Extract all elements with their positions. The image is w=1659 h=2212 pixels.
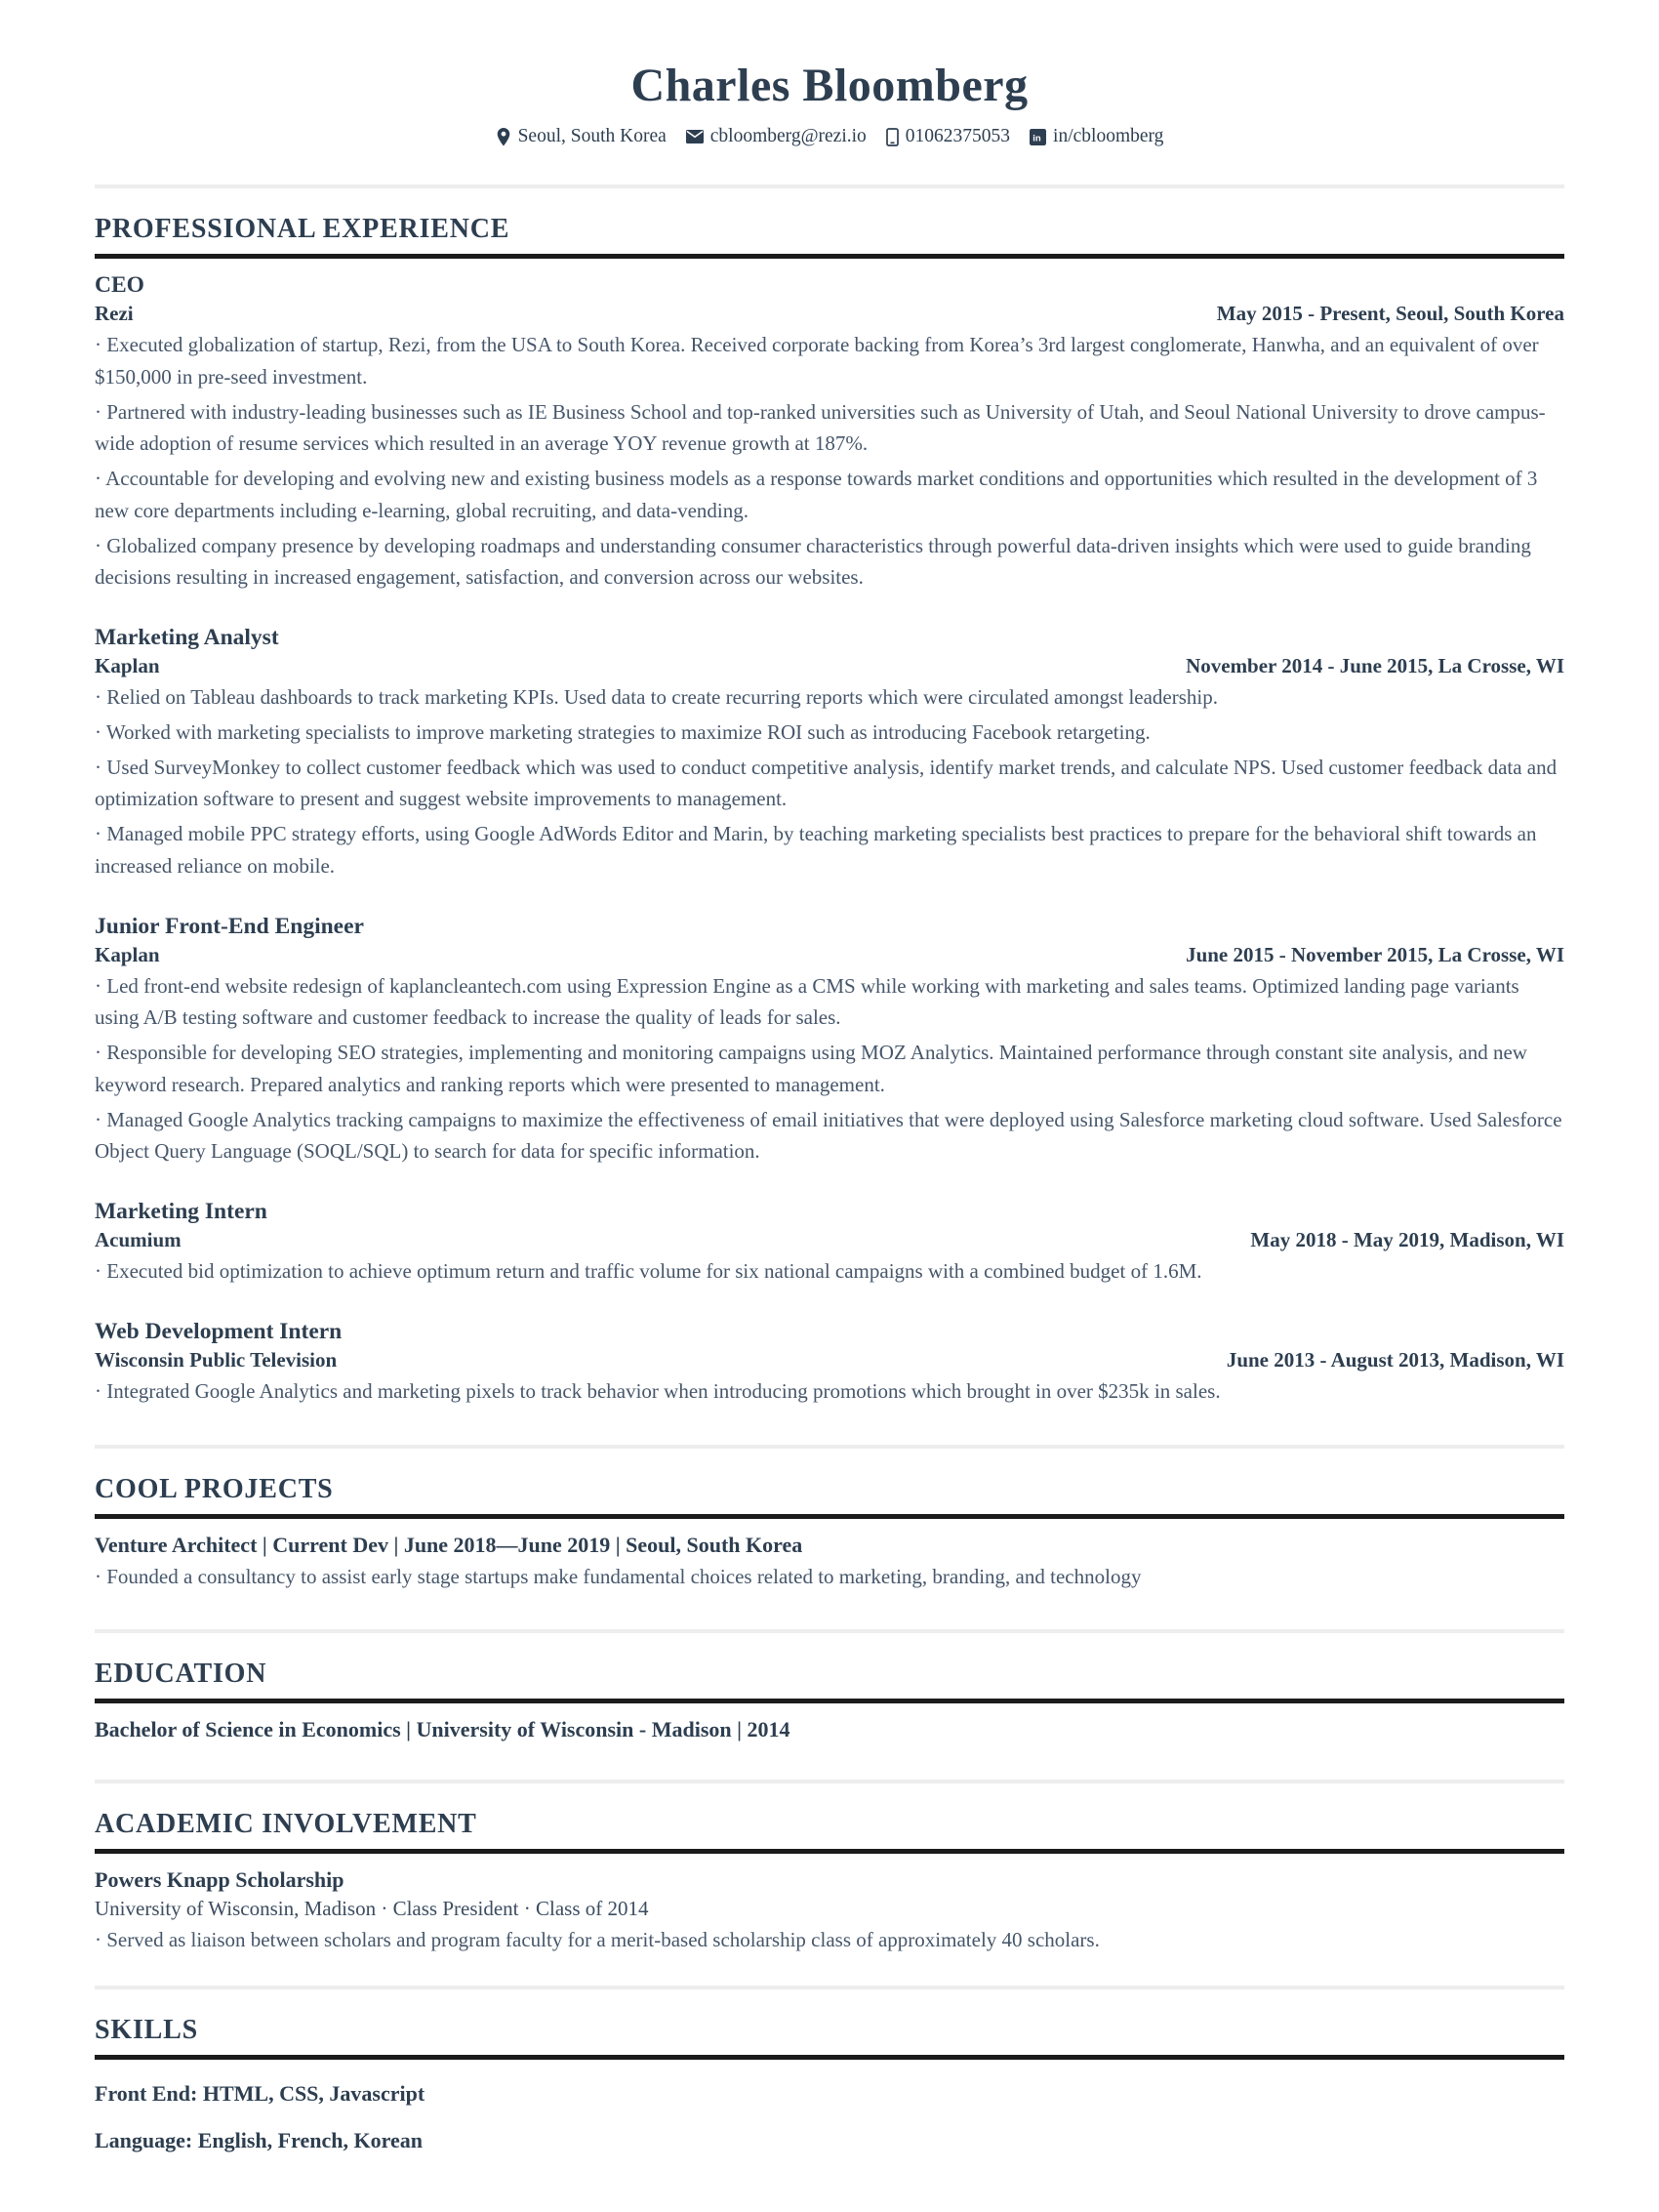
academic-involvement-heading: ACADEMIC INVOLVEMENT <box>95 1809 1564 1854</box>
linkedin-icon <box>1030 129 1046 145</box>
job-company: Kaplan <box>95 942 160 966</box>
job-date-location: June 2015 - November 2015, La Crosse, WI <box>1186 942 1564 966</box>
scholarship-title: Powers Knapp Scholarship <box>95 1867 344 1893</box>
contact-phone-text: 01062375053 <box>905 126 1011 146</box>
section-divider <box>95 1629 1564 1633</box>
job-bullet: · Integrated Google Analytics and marketing pixels to track behavior when introducing promotions which brought in over $235k in sales. <box>95 1375 1564 1408</box>
job-company: Wisconsin Public Television <box>95 1347 338 1372</box>
professional-experience-heading: PROFESSIONAL EXPERIENCE <box>95 214 1564 259</box>
job-company: Acumium <box>95 1228 182 1251</box>
project-bullet: · Founded a consultancy to assist early stage startups make fundamental choices related to marketing, branding, and technology <box>95 1561 1564 1593</box>
section-skills <box>95 2015 1564 2153</box>
job-date-location: November 2014 - June 2015, La Crosse, WI <box>1186 654 1564 677</box>
email-icon <box>686 130 704 143</box>
section-divider <box>95 1445 1564 1449</box>
job-bullet: · Accountable for developing and evolving new and existing business models as a response towards market conditions and opportunities which resulted in the development of 3 new core departments including e-learning, global recruiting, and data-vending. <box>95 463 1564 527</box>
education-degree: Bachelor of Science in Economics | University of Wisconsin - Madison | 2014 <box>95 1717 790 1742</box>
job-title: CEO <box>95 272 144 298</box>
header-divider <box>95 184 1564 188</box>
phone-icon <box>886 128 899 146</box>
job-date-location: May 2015 - Present, Seoul, South Korea <box>1216 302 1564 325</box>
project-title: Venture Architect | Current Dev | June 2018—June 2019 | Seoul, South Korea <box>95 1532 803 1557</box>
job-bullet: · Worked with marketing specialists to improve marketing strategies to maximize ROI such as introducing Facebook retargeting. <box>95 717 1564 749</box>
job-bullet: · Globalized company presence by developing roadmaps and understanding consumer characteristics through powerful data-driven insights which were used to guide branding decisions resulting in increased engagement, satisfaction, and conversion across our websites. <box>95 530 1564 594</box>
contact-location <box>496 126 667 147</box>
job-company: Rezi <box>95 302 134 325</box>
job-meta-row <box>95 943 1564 967</box>
location-pin-icon <box>496 128 511 146</box>
skills-front-end-line: Front End: HTML, CSS, Javascript <box>95 2081 425 2106</box>
svg-text:in: in <box>1032 132 1041 143</box>
job-date-location: June 2013 - August 2013, Madison, WI <box>1226 1347 1564 1372</box>
job-bullet: · Executed bid optimization to achieve optimum return and traffic volume for six national campaigns with a combined budget of 1.6M. <box>95 1255 1564 1288</box>
job-bullet: · Relied on Tableau dashboards to track marketing KPIs. Used data to create recurring reports which were circulated amongst leadership. <box>95 681 1564 714</box>
contact-linkedin-text: in/cbloomberg <box>1053 126 1164 146</box>
contact-phone <box>886 126 1010 147</box>
job-entry-marketing-analyst <box>95 625 1564 882</box>
section-divider <box>95 1780 1564 1783</box>
job-bullet: · Responsible for developing SEO strategies, implementing and monitoring campaigns using MOZ Analytics. Maintained performance through constant site analysis, and new keyword research. Prepared analytics and ranking reports which were presented to management. <box>95 1037 1564 1101</box>
cool-projects-heading: COOL PROJECTS <box>95 1474 1564 1519</box>
job-bullet: · Partnered with industry-leading businesses such as IE Business School and top-ranked universities such as University of Utah, and Seoul National University to drove campus-wide adoption of resume services which resulted in an average YOY revenue growth at 187%. <box>95 396 1564 461</box>
contact-row <box>95 126 1564 147</box>
job-bullet: · Managed Google Analytics tracking campaigns to maximize the effectiveness of email initiatives that were deployed using Salesforce marketing cloud software. Used Salesforce Object Query Language (SOQL/SQL) to search for data for specific information. <box>95 1104 1564 1168</box>
job-entry-ceo <box>95 272 1564 594</box>
skills-language-line: Language: English, French, Korean <box>95 2128 423 2152</box>
job-meta-row <box>95 654 1564 678</box>
section-education <box>95 1659 1564 1742</box>
job-bullet: · Executed globalization of startup, Rezi, from the USA to South Korea. Received corporate backing from Korea’s 3rd largest conglomerate, Hanwha, and an equivalent of over $150,000 in pre-seed investment. <box>95 329 1564 393</box>
job-title: Marketing Intern <box>95 1199 267 1224</box>
resume-header <box>95 59 1564 147</box>
section-divider <box>95 1986 1564 1989</box>
job-company: Kaplan <box>95 654 160 677</box>
job-meta-row <box>95 1348 1564 1372</box>
contact-email-text: cbloomberg@rezi.io <box>709 126 867 146</box>
education-heading: EDUCATION <box>95 1659 1564 1703</box>
scholarship-bullet: · Served as liaison between scholars and program faculty for a merit-based scholarship class of approximately 40 scholars. <box>95 1924 1564 1956</box>
job-bullet: · Managed mobile PPC strategy efforts, using Google AdWords Editor and Marin, by teaching marketing specialists best practices to prepare for the behavioral shift towards an increased reliance on mobile. <box>95 818 1564 882</box>
job-date-location: May 2018 - May 2019, Madison, WI <box>1250 1228 1564 1251</box>
job-entry-junior-front-end-engineer <box>95 914 1564 1168</box>
contact-location-text: Seoul, South Korea <box>517 126 667 146</box>
section-academic-involvement <box>95 1809 1564 1956</box>
job-title: Web Development Intern <box>95 1318 343 1344</box>
skills-heading: SKILLS <box>95 2015 1564 2060</box>
contact-linkedin <box>1030 126 1163 147</box>
contact-email <box>686 126 867 147</box>
job-meta-row <box>95 1228 1564 1252</box>
job-meta-row <box>95 302 1564 326</box>
candidate-name: Charles Bloomberg <box>630 60 1029 111</box>
job-title: Junior Front-End Engineer <box>95 913 364 939</box>
job-entry-web-development-intern <box>95 1319 1564 1408</box>
job-title: Marketing Analyst <box>95 625 279 650</box>
section-cool-projects <box>95 1474 1564 1593</box>
section-professional-experience <box>95 214 1564 1408</box>
job-bullet: · Used SurveyMonkey to collect customer feedback which was used to conduct competitive analysis, identify market trends, and calculate NPS. Used customer feedback data and optimization software to present and suggest website improvements to management. <box>95 752 1564 816</box>
scholarship-subtitle: University of Wisconsin, Madison · Class President · Class of 2014 <box>95 1897 649 1921</box>
job-bullet: · Led front-end website redesign of kaplancleantech.com using Expression Engine as a CMS while working with marketing and sales teams. Optimized landing page variants using A/B testing software and customer feedback to increase the quality of leads for sales. <box>95 970 1564 1035</box>
job-entry-marketing-intern <box>95 1199 1564 1288</box>
